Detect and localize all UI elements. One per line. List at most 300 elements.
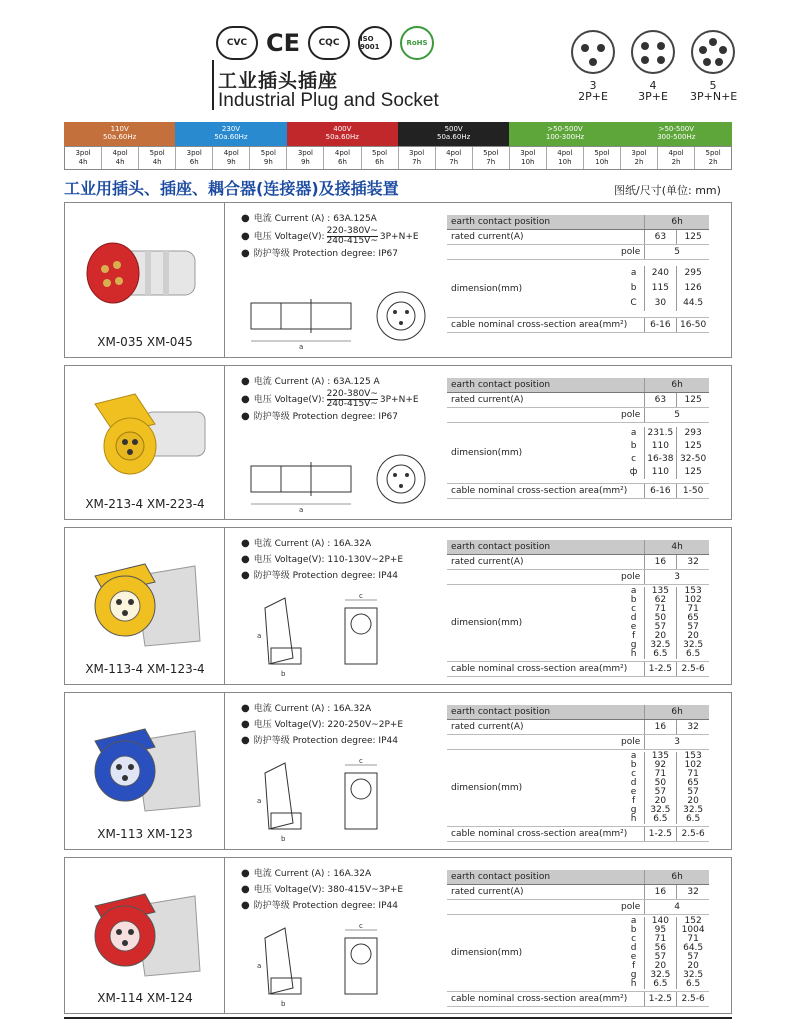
- pole-label: 5pol: [371, 149, 388, 157]
- rated-value: 32: [676, 555, 709, 569]
- spec-list: [241, 866, 403, 914]
- dimension-value: 57: [654, 787, 667, 797]
- svg-text:c: c: [359, 592, 363, 600]
- dimension-label: dimension(mm): [451, 448, 523, 458]
- pole-row: [447, 900, 709, 915]
- dimension-values-a: [644, 266, 677, 311]
- rated-row: [447, 885, 709, 900]
- pole-value: 5: [644, 245, 709, 259]
- pin-config-label: 3P+N+E: [690, 90, 738, 103]
- spec-table: [447, 870, 709, 1007]
- dimension-value: 115: [651, 283, 669, 293]
- dimension-value: 32.5: [683, 805, 704, 815]
- product-photo: [75, 876, 215, 990]
- pole-label: 5pol: [483, 149, 499, 157]
- pole-hour-cell: [139, 147, 176, 169]
- pole-label: 3pol: [75, 149, 91, 157]
- voltage-bottom: 240-415V~: [326, 236, 378, 246]
- pole-hour-cell: [510, 147, 547, 169]
- spec-voltage: [241, 717, 403, 733]
- pole-value: 3: [644, 570, 709, 584]
- spec-voltage: [241, 552, 403, 568]
- dimension-row: [447, 260, 709, 318]
- frequency-label: 300-500Hz: [657, 133, 696, 141]
- spec-current: [241, 374, 419, 390]
- contact-value: 4h: [644, 540, 709, 554]
- dimension-key: g: [630, 805, 637, 815]
- dimension-key: c: [631, 454, 637, 464]
- dimension-value: 140: [651, 916, 669, 926]
- dimension-value: 152: [684, 916, 702, 926]
- technical-drawing: [255, 918, 395, 1012]
- voltage-range: [327, 227, 378, 246]
- hour-label: 2h: [671, 158, 681, 166]
- dimension-key: a: [630, 268, 637, 278]
- voltage-label: 230V: [221, 125, 241, 133]
- dimension-value: 57: [687, 787, 699, 797]
- pole-row: [447, 570, 709, 585]
- cable-row: [447, 827, 709, 842]
- hour-label: 6h: [375, 158, 384, 166]
- pole-hour-cell: [287, 147, 324, 169]
- pole-label: pole: [620, 247, 641, 257]
- bullet-icon: ●: [241, 213, 250, 224]
- dimension-key: f: [631, 631, 636, 641]
- pole-value: 4: [644, 900, 709, 914]
- cable-value: 6-16: [644, 484, 677, 498]
- svg-text:a: a: [299, 343, 304, 351]
- rated-label: rated current(A): [451, 557, 524, 567]
- svg-text:b: b: [281, 670, 286, 678]
- technical-drawing: [241, 444, 441, 518]
- hour-label: 7h: [486, 158, 496, 166]
- frequency-label: 50a.60Hz: [214, 133, 248, 141]
- dimension-value: 65: [687, 778, 699, 788]
- voltage-color-band: [64, 122, 732, 146]
- product-photo-area: [65, 366, 225, 519]
- cable-label: cable nominal cross-section area(mm²): [451, 320, 628, 330]
- section-title: 工业用插头、插座、耦合器(连接器)及接插装置: [64, 179, 399, 198]
- product-block: [64, 857, 732, 1014]
- table-header-row: [447, 870, 709, 885]
- frequency-label: 50a.60Hz: [103, 133, 137, 141]
- dimension-value: 71: [687, 604, 699, 614]
- svg-text:b: b: [281, 835, 286, 843]
- product-block: [64, 692, 732, 850]
- spec-current-text: 电流 Current (A) : 63A.125 A: [253, 377, 380, 387]
- frequency-label: 50a.60Hz: [325, 133, 359, 141]
- pin-config-5: [690, 30, 736, 102]
- cable-value: 1-2.5: [644, 662, 677, 676]
- rated-value: 63: [644, 230, 677, 244]
- svg-text:a: a: [299, 506, 304, 514]
- rated-row: [447, 555, 709, 570]
- rated-value: 125: [676, 230, 709, 244]
- dimension-key: d: [630, 778, 637, 788]
- dimension-value: 6.5: [685, 814, 701, 824]
- pole-hour-cell: [65, 147, 102, 169]
- pin-poles: 4: [649, 79, 657, 92]
- dimension-key: a: [630, 916, 637, 926]
- dimension-label: dimension(mm): [451, 783, 523, 793]
- cable-row: [447, 484, 709, 499]
- dimension-key: f: [631, 961, 636, 971]
- hour-label: 2h: [634, 158, 644, 166]
- spec-voltage: [241, 227, 419, 246]
- rated-row: [447, 720, 709, 735]
- dimension-value: 71: [654, 934, 667, 944]
- dimension-key: e: [630, 622, 637, 632]
- voltage-label: 400V: [333, 125, 352, 133]
- dimension-value: 293: [684, 428, 702, 438]
- dimension-label: dimension(mm): [451, 948, 523, 958]
- cable-value: 6-16: [644, 318, 677, 332]
- rated-row: [447, 230, 709, 245]
- cable-value: 16-50: [676, 318, 709, 332]
- voltage-label: >50-500V: [658, 125, 695, 133]
- dimension-key: e: [630, 787, 637, 797]
- pole-label: pole: [620, 410, 641, 420]
- svg-text:c: c: [359, 757, 363, 765]
- dimension-key: ф: [629, 467, 638, 477]
- product-block: [64, 365, 732, 520]
- dimension-label: dimension(mm): [451, 283, 523, 294]
- dimension-values-b: [676, 266, 709, 311]
- cable-label: cable nominal cross-section area(mm²): [451, 664, 628, 674]
- spec-protection: [241, 409, 419, 425]
- hour-label: 2h: [708, 158, 718, 166]
- svg-text:a: a: [257, 797, 262, 805]
- dimension-values-b: [676, 752, 709, 824]
- cable-row: [447, 662, 709, 677]
- voltage-cell: [398, 122, 509, 146]
- pole-value: 5: [644, 408, 709, 422]
- hour-label: 10h: [521, 158, 535, 166]
- table-header-row: [447, 378, 709, 393]
- dimension-label: dimension(mm): [451, 618, 523, 628]
- spec-protection-text: 防护等级 Protection degree: IP44: [253, 571, 398, 581]
- dimension-value: 71: [654, 769, 667, 779]
- product-photo-area: [65, 528, 225, 684]
- spec-voltage-text: 电压 Voltage(V): 110-130V~2P+E: [253, 555, 404, 565]
- dimension-values-a: [644, 587, 677, 659]
- cable-value: 2.5-6: [676, 662, 709, 676]
- dimension-value: 62: [654, 595, 667, 605]
- dimension-value: 20: [654, 796, 667, 806]
- dimension-keys: [624, 266, 644, 311]
- cable-value: 1-50: [676, 484, 709, 498]
- dimension-value: 20: [687, 961, 699, 971]
- cable-value: 1-2.5: [644, 992, 677, 1006]
- cable-row: [447, 318, 709, 333]
- spec-table: [447, 540, 709, 677]
- bullet-icon: ●: [241, 231, 250, 242]
- dimension-value: 71: [687, 769, 699, 779]
- cable-label: cable nominal cross-section area(mm²): [451, 486, 628, 496]
- certification-logos: [216, 26, 434, 60]
- pole-hour-cell: [436, 147, 473, 169]
- spec-voltage-text: 电压 Voltage(V):: [253, 232, 325, 242]
- pin-config-4: [630, 30, 676, 102]
- frequency-label: 100-300Hz: [545, 133, 585, 141]
- hour-label: 9h: [300, 158, 310, 166]
- contact-value: 6h: [644, 215, 709, 229]
- cable-label: cable nominal cross-section area(mm²): [451, 994, 628, 1004]
- svg-text:a: a: [257, 632, 262, 640]
- product-model: XM-113 XM-123: [97, 827, 193, 841]
- cable-value: 2.5-6: [676, 992, 709, 1006]
- pin-config-label: 2P+E: [578, 90, 608, 103]
- bullet-icon: ●: [241, 719, 250, 730]
- spec-voltage: [241, 882, 403, 898]
- spec-list: [241, 211, 419, 262]
- dimension-value: 110: [651, 441, 669, 451]
- spec-protection-text: 防护等级 Protection degree: IP67: [253, 249, 398, 259]
- cvc-logo-icon: CVC: [216, 26, 258, 60]
- pole-hour-cell: [584, 147, 621, 169]
- cable-value: 2.5-6: [676, 827, 709, 841]
- pole-label: pole: [620, 572, 641, 582]
- bullet-icon: ●: [241, 248, 250, 259]
- voltage-label: 500V: [444, 125, 463, 133]
- dimension-value: 32.5: [683, 640, 704, 650]
- pole-hour-cell: [213, 147, 250, 169]
- product-photo-area: [65, 203, 225, 357]
- dimension-row: [447, 750, 709, 827]
- contact-value: 6h: [644, 870, 709, 884]
- dimension-key: e: [630, 952, 637, 962]
- spec-current-text: 电流 Current (A) : 63A.125A: [253, 214, 377, 224]
- pole-label: 5pol: [260, 149, 276, 157]
- ce-mark-icon: CE: [266, 29, 301, 57]
- dimension-value: 50: [654, 778, 667, 788]
- dimension-value: 56: [654, 943, 667, 953]
- dimension-value: 30: [654, 298, 667, 308]
- spec-list: [241, 701, 403, 749]
- dimension-value: 71: [654, 604, 667, 614]
- pole-label: 4pol: [334, 149, 351, 157]
- rated-value: 32: [676, 720, 709, 734]
- pole-row: [447, 408, 709, 423]
- pole-label: 3pol: [631, 149, 647, 157]
- spec-list: [241, 374, 419, 425]
- bullet-icon: ●: [241, 703, 250, 714]
- dimension-key: g: [630, 970, 637, 980]
- dimension-value: 32.5: [650, 970, 671, 980]
- dimension-key: c: [631, 934, 637, 944]
- dimension-value: 135: [651, 586, 669, 596]
- dimension-key: d: [630, 613, 637, 623]
- bullet-icon: ●: [241, 900, 250, 911]
- technical-drawing: [255, 588, 395, 682]
- dimension-value: 6.5: [685, 979, 701, 989]
- spec-protection: [241, 898, 403, 914]
- product-photo: [75, 221, 215, 335]
- cable-row: [447, 992, 709, 1007]
- product-model: XM-113-4 XM-123-4: [85, 662, 205, 676]
- socket-face-4pin-icon: [631, 30, 675, 74]
- rated-label: rated current(A): [451, 232, 524, 242]
- svg-text:a: a: [257, 962, 262, 970]
- rated-label: rated current(A): [451, 887, 524, 897]
- voltage-suffix: 3P+N+E: [379, 232, 419, 242]
- rated-value: 16: [644, 885, 677, 899]
- dimension-key: C: [630, 298, 637, 308]
- pole-label: 4pol: [446, 149, 462, 157]
- voltage-cell: [621, 122, 732, 146]
- pole-label: 4pol: [668, 149, 684, 157]
- bullet-icon: ●: [241, 884, 250, 895]
- contact-label: earth contact position: [451, 217, 551, 227]
- contact-value: 6h: [644, 705, 709, 719]
- dimension-value: 295: [684, 268, 702, 278]
- spec-current: [241, 866, 403, 882]
- rated-value: 32: [676, 885, 709, 899]
- voltage-label: >50-500V: [547, 125, 583, 133]
- spec-current: [241, 536, 403, 552]
- technical-drawing: [241, 281, 441, 355]
- dimension-values-b: [676, 917, 709, 989]
- hour-label: 9h: [263, 158, 273, 166]
- rated-label: rated current(A): [451, 722, 524, 732]
- product-photo: [75, 711, 215, 825]
- dimension-key: b: [630, 283, 637, 293]
- dimension-key: f: [631, 796, 636, 806]
- pole-label: 4pol: [112, 149, 128, 157]
- voltage-cell: [509, 122, 620, 146]
- dimension-values-a: [644, 427, 677, 479]
- pin-config-3: [570, 30, 616, 102]
- bullet-icon: ●: [241, 411, 250, 422]
- dimension-value: 64.5: [683, 943, 704, 953]
- voltage-top: 220-380V~: [326, 226, 378, 236]
- pin-poles: 3: [589, 79, 597, 92]
- dimension-value: 32.5: [683, 970, 704, 980]
- rated-value: 125: [676, 393, 709, 407]
- pole-label: 3pol: [409, 149, 425, 157]
- pole-label: pole: [620, 737, 641, 747]
- bullet-icon: ●: [241, 376, 250, 387]
- hour-label: 6h: [338, 158, 347, 166]
- product-model: XM-213-4 XM-223-4: [85, 497, 205, 511]
- dimension-value: 32.5: [650, 640, 671, 650]
- rated-value: 16: [644, 555, 677, 569]
- hour-label: 4h: [115, 158, 125, 166]
- voltage-bottom: 240-415V~: [326, 399, 378, 409]
- dimension-value: 125: [684, 441, 702, 451]
- pole-label: 3pol: [520, 149, 536, 157]
- dimension-value: 32.5: [650, 805, 671, 815]
- bullet-icon: ●: [241, 538, 250, 549]
- cable-value: 1-2.5: [644, 827, 677, 841]
- pole-label: 4pol: [557, 149, 573, 157]
- page-title-cn: 工业插头插座: [218, 70, 339, 92]
- voltage-label: 110V: [110, 125, 129, 133]
- contact-label: earth contact position: [451, 707, 551, 717]
- dimension-keys: [624, 427, 644, 479]
- dimension-value: 44.5: [683, 298, 704, 308]
- spec-protection-text: 防护等级 Protection degree: IP67: [253, 412, 398, 422]
- dimension-key: h: [630, 979, 637, 989]
- dimension-key: h: [630, 649, 637, 659]
- pole-hour-cell: [362, 147, 399, 169]
- hour-label: 7h: [449, 158, 459, 166]
- dimension-value: 92: [654, 760, 667, 770]
- pole-hour-cell: [621, 147, 658, 169]
- page-title-en: Industrial Plug and Socket: [218, 90, 439, 111]
- spec-protection-text: 防护等级 Protection degree: IP44: [253, 736, 398, 746]
- contact-label: earth contact position: [451, 542, 551, 552]
- pin-config-label: 3P+E: [638, 90, 668, 103]
- spec-table: [447, 215, 709, 333]
- product-block: [64, 527, 732, 685]
- spec-current-text: 电流 Current (A) : 16A.32A: [253, 539, 372, 549]
- dimension-values-b: [676, 587, 709, 659]
- dimension-value: 153: [684, 586, 702, 596]
- dimension-value: 50: [654, 613, 667, 623]
- product-photo-area: [65, 858, 225, 1013]
- spec-voltage-text: 电压 Voltage(V): 220-250V~2P+E: [253, 720, 404, 730]
- dimension-key: g: [630, 640, 637, 650]
- pole-row: [447, 735, 709, 750]
- dimension-value: 1004: [681, 925, 705, 935]
- spec-current: [241, 211, 419, 227]
- hour-label: 10h: [558, 158, 572, 166]
- pole-hour-cell: [399, 147, 436, 169]
- dimension-key: c: [631, 769, 637, 779]
- dimension-value: 125: [684, 467, 702, 477]
- spec-protection: [241, 246, 419, 262]
- pole-row: [447, 245, 709, 260]
- dimension-value: 102: [684, 595, 702, 605]
- dimension-key: b: [630, 925, 637, 935]
- dimension-value: 240: [651, 268, 669, 278]
- dimension-key: d: [630, 943, 637, 953]
- dimension-value: 20: [687, 796, 699, 806]
- dimension-value: 16-38: [647, 454, 674, 464]
- spec-list: [241, 536, 403, 584]
- dimension-value: 6.5: [653, 814, 668, 824]
- spec-protection: [241, 568, 403, 584]
- pin-configurations: [570, 30, 736, 102]
- voltage-top: 220-380V~: [326, 389, 378, 399]
- pole-label: 5pol: [594, 149, 610, 157]
- contact-label: earth contact position: [451, 872, 551, 882]
- product-photo-area: [65, 693, 225, 849]
- dimension-value: 135: [651, 751, 669, 761]
- dimension-key: h: [630, 814, 637, 824]
- voltage-suffix: 3P+N+E: [379, 395, 419, 405]
- iso-9001-icon: ISO 9001: [358, 26, 392, 60]
- dimension-value: 102: [684, 760, 702, 770]
- pole-hour-cell: [102, 147, 139, 169]
- title-divider: [212, 60, 214, 110]
- dimension-key: b: [630, 760, 637, 770]
- pole-label: 4pol: [223, 149, 239, 157]
- contact-value: 6h: [644, 378, 709, 392]
- pole-hour-cell: [473, 147, 510, 169]
- pole-label: 3pol: [297, 149, 313, 157]
- dimension-row: [447, 423, 709, 484]
- unit-label: 图纸/尺寸(单位: mm): [614, 184, 721, 197]
- dimension-value: 57: [687, 622, 699, 632]
- voltage-range: [327, 390, 378, 409]
- product-photo: [75, 384, 215, 498]
- dimension-value: 57: [687, 952, 699, 962]
- dimension-value: 20: [687, 631, 699, 641]
- pole-hour-cell: [658, 147, 695, 169]
- dimension-values-a: [644, 917, 677, 989]
